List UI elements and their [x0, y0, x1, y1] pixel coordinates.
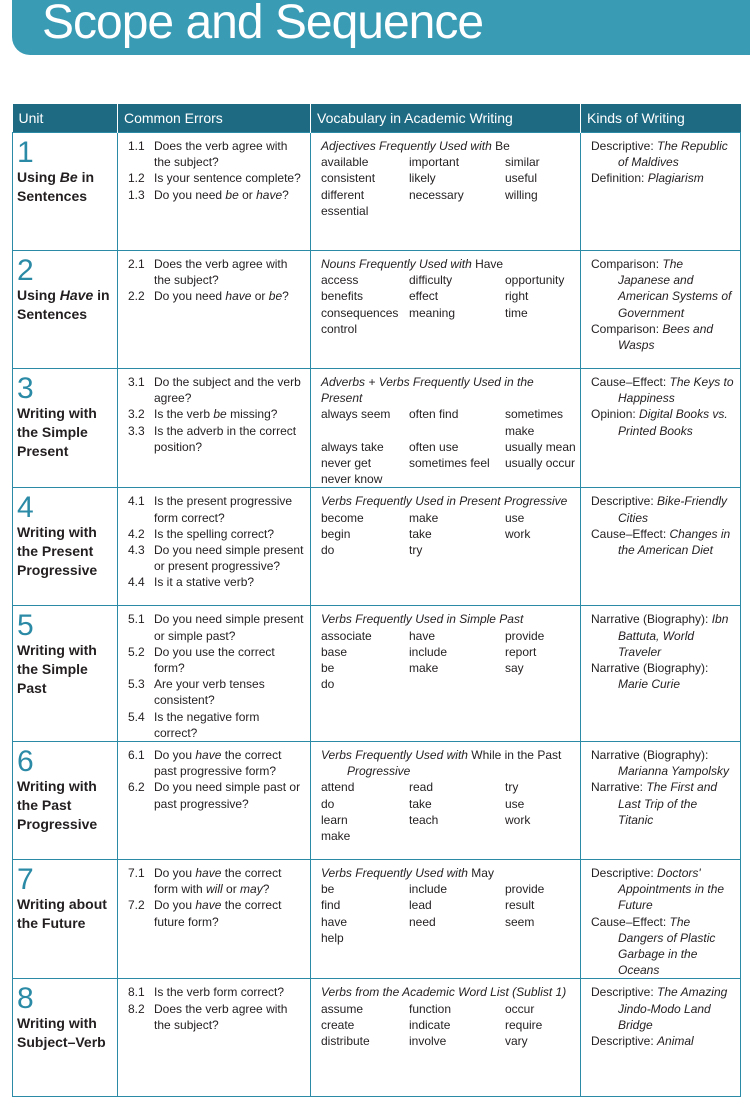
unit-title	[17, 1014, 115, 1052]
vocabulary-heading	[321, 865, 574, 881]
page-title: Scope and Sequence	[42, 0, 484, 49]
unit-title	[17, 641, 115, 698]
writing-kind-title: Marianna Yampolsky	[618, 764, 729, 779]
error-item	[128, 406, 304, 422]
writing-kind-label: Descriptive:	[591, 866, 658, 881]
header-row	[13, 104, 741, 133]
error-item	[128, 747, 304, 779]
vocabulary-words	[321, 406, 574, 487]
error-text: Do you need simple past or past progressive?	[154, 780, 301, 811]
writing-kind-label: Narrative:	[591, 780, 647, 795]
vocabulary-word: always take	[321, 439, 384, 454]
vocabulary-word: usually occur	[505, 456, 576, 471]
writing-kind	[591, 1033, 734, 1049]
vocabulary-word: involve	[409, 1034, 447, 1049]
kinds-cell	[581, 979, 741, 1097]
vocabulary-word: begin	[321, 526, 351, 541]
error-item	[128, 676, 304, 708]
error-item	[128, 574, 304, 590]
unit-title-part: Writing about the Future	[17, 896, 107, 932]
error-text: Do you need have or be?	[154, 289, 289, 304]
writing-kind	[591, 914, 734, 979]
unit-title-part: Writing with Subject–Verb	[17, 1015, 106, 1051]
vocabulary-word: provide	[505, 882, 545, 897]
writing-kind	[591, 406, 734, 438]
error-text: Is the present progressive form correct?	[154, 494, 293, 525]
error-item	[128, 138, 304, 170]
vocabulary-heading-text: Verbs Frequently Used in Present Progressive	[321, 494, 568, 509]
vocabulary-word: associate	[321, 628, 372, 643]
error-code: 2.2	[128, 289, 145, 304]
vocabulary-word: use	[505, 796, 525, 811]
writing-kind	[591, 526, 734, 558]
error-item	[128, 611, 304, 643]
writing-kind-title: The Japanese and American Systems of Government	[618, 257, 732, 320]
error-code: 3.3	[128, 423, 145, 438]
vocabulary-word: opportunity	[505, 273, 565, 288]
writing-kind-label: Definition:	[591, 171, 648, 186]
vocabulary-heading-word: May	[467, 866, 494, 881]
vocabulary-cell	[311, 369, 581, 488]
vocabulary-word: be	[321, 661, 335, 676]
errors-cell	[118, 606, 311, 742]
error-code: 5.4	[128, 709, 145, 724]
error-item	[128, 170, 304, 186]
vocabulary-word: take	[409, 796, 432, 811]
writing-kind	[591, 660, 734, 692]
vocabulary-heading	[321, 611, 574, 627]
error-code: 6.2	[128, 780, 145, 795]
error-item	[128, 644, 304, 676]
vocabulary-heading	[321, 256, 574, 272]
error-code: 1.2	[128, 171, 145, 186]
vocabulary-word: work	[505, 812, 531, 827]
vocabulary-heading-text: Verbs from the Academic Word List (Sublist 1)	[321, 985, 567, 1000]
error-item	[128, 779, 304, 811]
vocabulary-word: important	[409, 155, 460, 170]
error-item	[128, 709, 304, 741]
unit-row	[13, 606, 741, 742]
error-text: Is the verb be missing?	[154, 407, 278, 422]
error-code: 2.1	[128, 257, 145, 271]
writing-kind-title: Marie Curie	[618, 677, 681, 692]
vocabulary-word: often use	[409, 439, 459, 454]
writing-kind-label: Narrative (Biography):	[591, 661, 709, 676]
vocabulary-word: include	[409, 644, 448, 659]
error-code: 1.1	[128, 139, 145, 153]
unit-title-part: Using	[17, 169, 60, 185]
error-text: Are your verb tenses consistent?	[154, 677, 265, 708]
unit-number: 2	[17, 254, 34, 287]
errors-cell	[118, 860, 311, 979]
vocabulary-word: require	[505, 1017, 543, 1032]
writing-kind	[591, 611, 734, 660]
error-item	[128, 374, 304, 406]
error-code: 3.2	[128, 407, 145, 422]
vocabulary-heading	[321, 493, 574, 509]
kinds-cell	[581, 742, 741, 860]
error-text: Do you use the correct form?	[154, 644, 275, 676]
vocabulary-word: include	[409, 882, 448, 897]
unit-number: 3	[17, 372, 34, 405]
error-text: Do you have the correct past progressive form?	[154, 748, 282, 779]
vocabulary-word: provide	[505, 628, 545, 643]
error-item	[128, 288, 304, 304]
error-code: 5.1	[128, 612, 145, 627]
vocabulary-word: control	[321, 321, 358, 336]
vocabulary-heading	[321, 138, 574, 154]
title-banner	[12, 0, 750, 55]
vocabulary-word: be	[321, 882, 335, 897]
vocabulary-word: essential	[321, 203, 369, 218]
kinds-cell	[581, 860, 741, 979]
writing-kind	[591, 984, 734, 1033]
vocabulary-word: always seem	[321, 407, 391, 422]
vocabulary-word: available	[321, 155, 369, 170]
unit-cell	[13, 860, 118, 979]
unit-cell	[13, 488, 118, 606]
vocabulary-word: time	[505, 305, 528, 320]
vocabulary-word: try	[409, 543, 423, 558]
writing-kind	[591, 374, 734, 406]
writing-kind-title: The First and Last Trip of the Titanic	[618, 780, 718, 827]
unit-title-part: Have	[59, 287, 94, 303]
vocabulary-word: help	[321, 930, 344, 945]
unit-cell	[13, 133, 118, 251]
vocabulary-word: sometimes make	[505, 407, 564, 438]
vocabulary-word: vary	[505, 1034, 528, 1049]
unit-title	[17, 895, 115, 933]
writing-kind-title: Bees and Wasps	[618, 321, 714, 353]
vocabulary-word: do	[321, 543, 335, 558]
error-item	[128, 256, 304, 288]
vocabulary-word: attend	[321, 780, 355, 795]
writing-kind-label: Comparison:	[591, 321, 663, 336]
unit-cell	[13, 251, 118, 369]
writing-kind	[591, 779, 734, 828]
vocabulary-words	[321, 1001, 574, 1050]
writing-kind	[591, 138, 734, 170]
vocabulary-word: read	[409, 780, 434, 795]
error-code: 4.3	[128, 543, 145, 558]
error-item	[128, 542, 304, 574]
unit-title-part: in Sentences	[17, 169, 95, 204]
writing-kind-title: Ibn Battuta, World Traveler	[618, 612, 729, 659]
writing-kind-label: Cause–Effect:	[591, 526, 670, 541]
writing-kind-label: Opinion:	[591, 407, 640, 422]
unit-cell	[13, 742, 118, 860]
vocabulary-heading-text: Verbs Frequently Used with	[321, 748, 468, 763]
vocabulary-word: difficulty	[409, 273, 453, 288]
writing-kind-label: Descriptive:	[591, 139, 658, 153]
error-text: Is your sentence complete?	[154, 171, 301, 186]
vocabulary-cell	[311, 742, 581, 860]
vocabulary-word: willing	[505, 187, 538, 202]
unit-title-part: Writing with the Simple Past	[17, 642, 97, 697]
vocabulary-word: indicate	[409, 1017, 451, 1032]
vocabulary-word: never know	[321, 472, 383, 487]
error-code: 4.2	[128, 526, 145, 541]
vocabulary-word: lead	[409, 898, 432, 913]
errors-cell	[118, 742, 311, 860]
header-kinds-of-writing: Kinds of Writing	[581, 104, 741, 133]
vocabulary-word: result	[505, 898, 535, 913]
writing-kind-title: The Republic of Maldives	[618, 139, 728, 170]
unit-cell	[13, 369, 118, 488]
kinds-cell	[581, 251, 741, 369]
error-text: Does the verb agree with the subject?	[154, 1001, 288, 1032]
error-text: Does the verb agree with the subject?	[154, 257, 288, 288]
vocabulary-words	[321, 628, 574, 693]
writing-kind-title: The Amazing Jindo-Modo Land Bridge	[618, 985, 728, 1032]
unit-title-part: Writing with the Present Progressive	[17, 524, 98, 579]
vocabulary-word: do	[321, 677, 335, 692]
errors-cell	[118, 488, 311, 606]
vocabulary-word: need	[409, 914, 436, 929]
errors-cell	[118, 133, 311, 251]
vocabulary-cell	[311, 606, 581, 742]
unit-row	[13, 488, 741, 606]
unit-title-part: Be	[59, 169, 78, 185]
error-text: Is the spelling correct?	[154, 526, 275, 541]
vocabulary-heading-text: Adjectives Frequently Used with	[321, 139, 492, 153]
vocabulary-cell	[311, 860, 581, 979]
vocabulary-word: consequences	[321, 305, 399, 320]
writing-kind	[591, 865, 734, 914]
writing-kind	[591, 747, 734, 779]
unit-title	[17, 523, 115, 580]
unit-title	[17, 168, 115, 206]
vocabulary-word: different	[321, 187, 365, 202]
kinds-cell	[581, 606, 741, 742]
vocabulary-word: say	[505, 661, 524, 676]
error-text: Is the negative form correct?	[154, 709, 260, 740]
header-unit: Unit	[13, 104, 118, 133]
unit-row	[13, 979, 741, 1097]
writing-kind-label: Narrative (Biography):	[591, 612, 712, 627]
unit-number: 8	[17, 982, 34, 1016]
vocabulary-cell	[311, 251, 581, 369]
vocabulary-heading-word: Have	[471, 257, 504, 271]
vocabulary-word: similar	[505, 155, 540, 170]
error-item	[128, 526, 304, 542]
writing-kind-label: Descriptive:	[591, 494, 658, 509]
vocabulary-heading-text: Verbs Frequently Used in Simple Past	[321, 612, 524, 627]
writing-kind-title: The Dangers of Plastic Garbage in the Oceans	[618, 914, 716, 978]
vocabulary-word: access	[321, 273, 359, 288]
error-code: 4.1	[128, 494, 145, 509]
unit-row	[13, 251, 741, 369]
errors-cell	[118, 979, 311, 1097]
writing-kind-title: Plagiarism	[647, 171, 704, 186]
vocabulary-word: have	[321, 914, 348, 929]
error-text: Do the subject and the verb agree?	[154, 375, 301, 406]
error-code: 1.3	[128, 187, 145, 202]
writing-kind-label: Narrative (Biography):	[591, 748, 709, 763]
error-code: 8.2	[128, 1001, 145, 1016]
vocabulary-word: learn	[321, 812, 348, 827]
writing-kind-label: Cause–Effect:	[591, 914, 670, 929]
unit-number: 1	[17, 136, 34, 169]
vocabulary-word: work	[505, 526, 531, 541]
unit-cell	[13, 606, 118, 742]
vocabulary-word: distribute	[321, 1034, 370, 1049]
writing-kind-title: Animal	[657, 1034, 694, 1049]
vocabulary-word: use	[505, 510, 525, 525]
error-text: Does the verb agree with the subject?	[154, 139, 288, 170]
vocabulary-word: necessary	[409, 187, 464, 202]
vocabulary-word: try	[505, 780, 519, 795]
vocabulary-heading-cont: Progressive	[347, 764, 411, 779]
vocabulary-words	[321, 510, 574, 559]
vocabulary-heading-text: Verbs Frequently Used with	[321, 866, 468, 881]
error-item	[128, 865, 304, 897]
vocabulary-word: function	[409, 1001, 452, 1016]
vocabulary-cell	[311, 133, 581, 251]
vocabulary-word: effect	[409, 289, 439, 304]
vocabulary-word: often find	[409, 407, 459, 422]
error-item	[128, 423, 304, 455]
error-code: 3.1	[128, 375, 145, 389]
error-item	[128, 984, 304, 1000]
writing-kind	[591, 256, 734, 321]
vocabulary-heading-word: Be	[491, 139, 510, 153]
error-item	[128, 897, 304, 929]
writing-kind-label: Cause–Effect:	[591, 375, 670, 389]
header-vocabulary: Vocabulary in Academic Writing	[311, 104, 581, 133]
unit-title-part: in Sentences	[17, 287, 110, 322]
vocabulary-word: assume	[321, 1001, 364, 1016]
unit-title-part: Writing with the Simple Present	[17, 405, 97, 459]
vocabulary-word: report	[505, 644, 537, 659]
writing-kind-label: Descriptive:	[591, 985, 658, 1000]
error-code: 8.1	[128, 985, 145, 1000]
vocabulary-word: seem	[505, 914, 535, 929]
vocabulary-word: find	[321, 898, 341, 913]
writing-kind-title: Digital Books vs. Printed Books	[618, 407, 728, 438]
unit-row	[13, 369, 741, 488]
unit-number: 6	[17, 745, 34, 779]
vocabulary-word: right	[505, 289, 529, 304]
unit-title	[17, 404, 115, 461]
writing-kind-title: Changes in the American Diet	[618, 526, 731, 558]
vocabulary-heading-text: Adverbs + Verbs Frequently Used in the Present	[321, 375, 534, 406]
error-code: 5.3	[128, 677, 145, 692]
writing-kind	[591, 493, 734, 525]
error-code: 7.1	[128, 866, 145, 881]
writing-kind	[591, 170, 734, 186]
unit-number: 5	[17, 609, 34, 643]
vocabulary-heading-text: Nouns Frequently Used with	[321, 257, 472, 271]
vocabulary-word: become	[321, 510, 364, 525]
vocabulary-words	[321, 881, 574, 946]
error-text: Do you need be or have?	[154, 187, 289, 202]
vocabulary-word: make	[409, 510, 439, 525]
error-item	[128, 187, 304, 203]
vocabulary-cell	[311, 488, 581, 606]
vocabulary-word: likely	[409, 171, 436, 186]
kinds-cell	[581, 488, 741, 606]
error-code: 4.4	[128, 575, 145, 590]
writing-kind-label: Comparison:	[591, 257, 663, 271]
writing-kind	[591, 321, 734, 353]
errors-cell	[118, 251, 311, 369]
vocabulary-word: create	[321, 1017, 355, 1032]
error-text: Do you have the correct future form?	[154, 898, 282, 929]
writing-kind-title: Doctors' Appointments in the Future	[618, 866, 725, 913]
vocabulary-words	[321, 779, 574, 844]
vocabulary-heading	[321, 984, 574, 1000]
kinds-cell	[581, 369, 741, 488]
error-text: Is the adverb in the correct position?	[154, 423, 297, 454]
vocabulary-word: benefits	[321, 289, 364, 304]
error-text: Do you need simple present or present progressive?	[154, 543, 304, 574]
vocabulary-words	[321, 154, 574, 219]
vocabulary-word: never get	[321, 456, 372, 471]
writing-kind-label: Descriptive:	[591, 1034, 658, 1049]
writing-kind-title: The Keys to Happiness	[618, 375, 734, 406]
error-text: Is it a stative verb?	[154, 575, 255, 590]
error-text: Do you have the correct form with will or may?	[154, 866, 282, 897]
unit-title	[17, 286, 115, 324]
error-code: 5.2	[128, 644, 145, 659]
unit-title-part: Writing with the Past Progressive	[17, 778, 98, 833]
error-code: 7.2	[128, 898, 145, 913]
vocabulary-word: do	[321, 796, 335, 811]
error-item	[128, 1001, 304, 1033]
unit-title-part: Using	[17, 287, 60, 303]
vocabulary-word: take	[409, 526, 432, 541]
scope-table	[12, 104, 741, 1097]
vocabulary-word: occur	[505, 1001, 535, 1016]
vocabulary-word: consistent	[321, 171, 376, 186]
vocabulary-word: make	[409, 661, 439, 676]
error-text: Do you need simple present or simple past?	[154, 612, 304, 643]
unit-row	[13, 742, 741, 860]
vocabulary-word: base	[321, 644, 348, 659]
error-code: 6.1	[128, 748, 145, 763]
writing-kind-title: Bike-Friendly Cities	[618, 494, 728, 525]
error-text: Is the verb form correct?	[154, 985, 285, 1000]
unit-cell	[13, 979, 118, 1097]
unit-row	[13, 133, 741, 251]
vocabulary-heading-word: While in the Past	[467, 748, 562, 763]
vocabulary-word: meaning	[409, 305, 456, 320]
vocabulary-word: make	[321, 829, 351, 844]
unit-number: 4	[17, 491, 34, 525]
vocabulary-heading	[321, 747, 574, 763]
header-common-errors: Common Errors	[118, 104, 311, 133]
vocabulary-word: sometimes feel	[409, 456, 490, 471]
vocabulary-words	[321, 272, 574, 337]
vocabulary-word: usually mean	[505, 439, 576, 454]
error-item	[128, 493, 304, 525]
vocabulary-word: teach	[409, 812, 439, 827]
unit-number: 7	[17, 863, 34, 897]
vocabulary-word: useful	[505, 171, 538, 186]
vocabulary-cell	[311, 979, 581, 1097]
unit-title	[17, 777, 115, 834]
unit-row	[13, 860, 741, 979]
vocabulary-heading	[321, 374, 574, 406]
errors-cell	[118, 369, 311, 488]
kinds-cell	[581, 133, 741, 251]
vocabulary-word: have	[409, 628, 436, 643]
